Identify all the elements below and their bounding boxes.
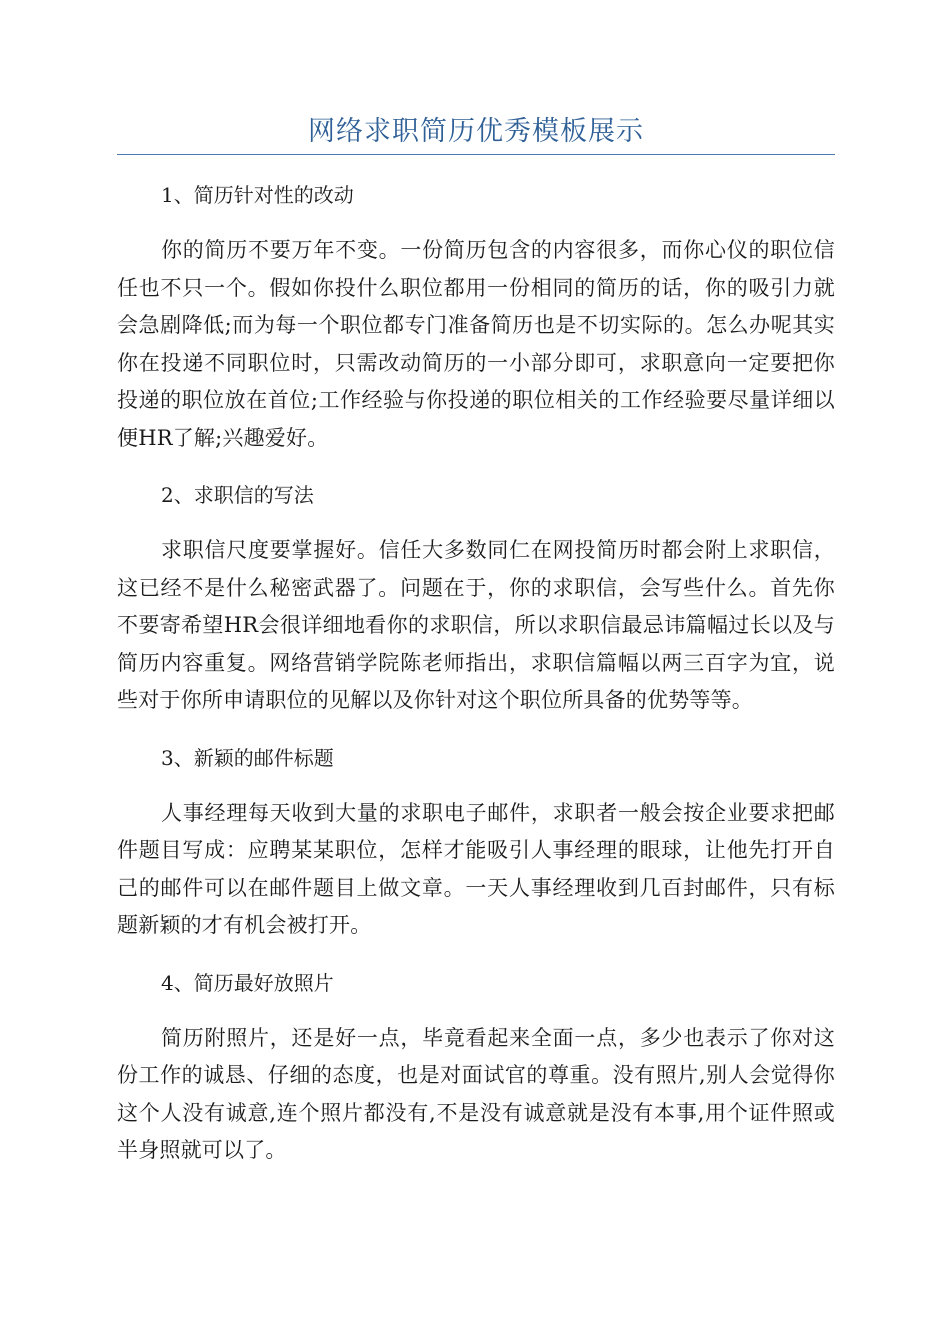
section-paragraph-1: 你的简历不要万年不变。一份简历包含的内容很多，而你心仪的职位信任也不只一个。假如你投什么职位都用一份相同的简历的话，你的吸引力就会急剧降低;而为每一个职位都专门准备简历也是不切实际的。怎么办呢其实你在投递不同职位时，只需改动简历的一小部分即可，求职意向一定要把你投递的职位放在首位;工作经验与你投递的职位相关的工作经验要尽量详细以便HR了解;兴趣爱好。 bbox=[117, 238, 835, 450]
section-paragraph-4: 简历附照片，还是好一点，毕竟看起来全面一点，多少也表示了你对这份工作的诚恳、仔细的态度，也是对面试官的尊重。没有照片,别人会觉得你这个人没有诚意,连个照片都没有,不是没有诚意就是没有本事,用个证件照或半身照就可以了。 bbox=[117, 1025, 835, 1162]
section-paragraph-2: 求职信尺度要掌握好。信任大多数同仁在网投简历时都会附上求职信，这已经不是什么秘密武器了。问题在于，你的求职信，会写些什么。首先你不要寄希望HR会很详细地看你的求职信，所以求职信最忌讳篇幅过长以及与简历内容重复。网络营销学院陈老师指出，求职信篇幅以两三百字为宜，说些对于你所申请职位的见解以及你针对这个职位所具备的优势等等。 bbox=[117, 538, 835, 712]
document-body bbox=[117, 176, 835, 1189]
section-heading-4: 4、简历最好放照片 bbox=[161, 970, 334, 995]
title-divider bbox=[117, 154, 835, 155]
section-heading-2: 2、求职信的写法 bbox=[161, 483, 314, 507]
section-heading-1: 1、简历针对性的改动 bbox=[161, 183, 354, 207]
page-title: 网络求职简历优秀模板展示 bbox=[308, 116, 644, 147]
section-heading-3: 3、新颖的邮件标题 bbox=[161, 745, 334, 770]
section-paragraph-3: 人事经理每天收到大量的求职电子邮件，求职者一般会按企业要求把邮件题目写成：应聘某某职位，怎样才能吸引人事经理的眼球，让他先打开自己的邮件可以在邮件题目上做文章。一天人事经理收到几百封邮件，只有标题新颖的才有机会被打开。 bbox=[117, 800, 835, 937]
